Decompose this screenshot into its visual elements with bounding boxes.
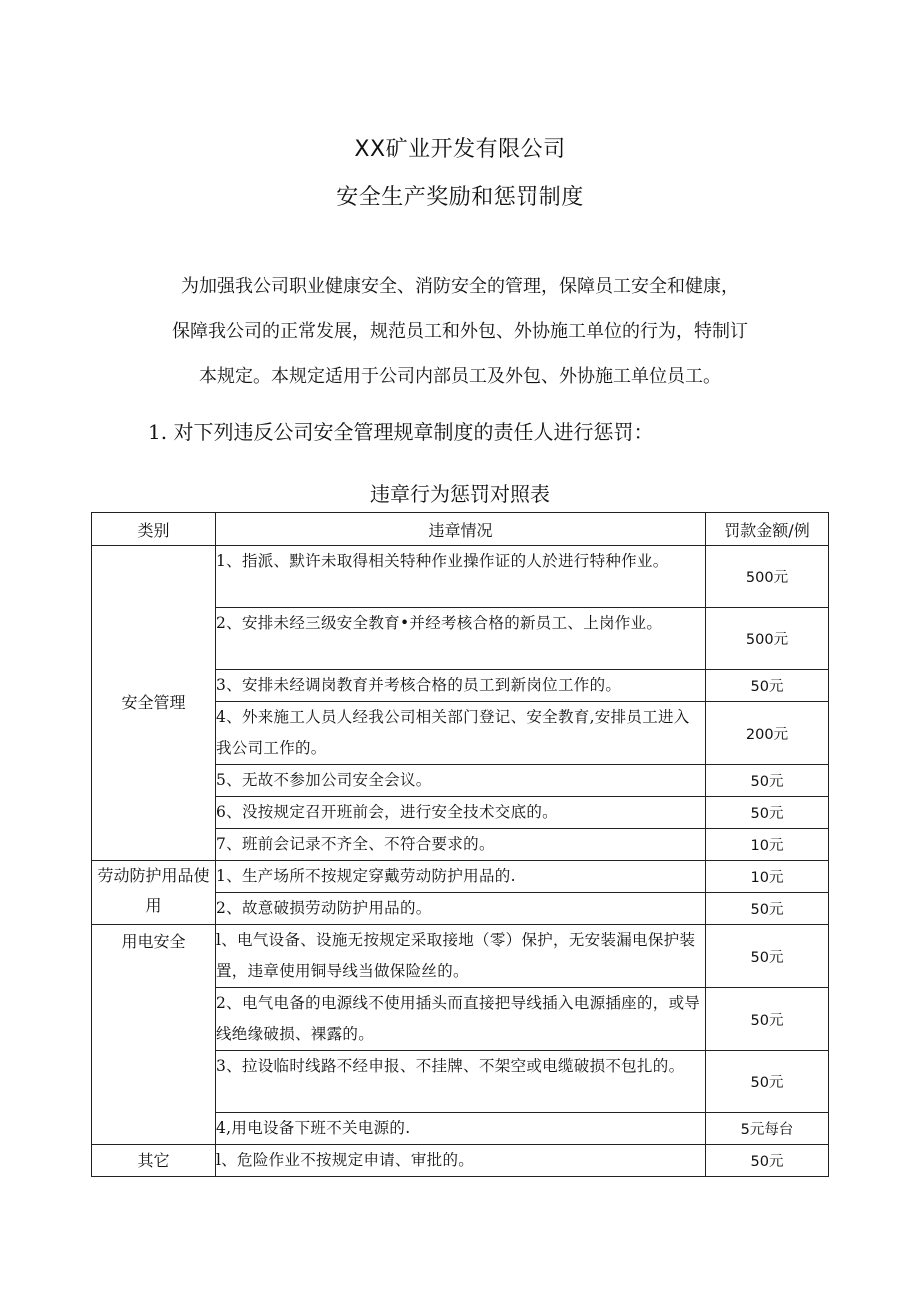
- violation-cell: l、危险作业不按规定申请、审批的。: [216, 1145, 706, 1177]
- company-name: XX矿业开发有限公司: [354, 137, 566, 162]
- header-category: 类别: [92, 513, 216, 546]
- fine-cell: 50元: [706, 925, 829, 988]
- fine-cell: 50元: [706, 988, 829, 1051]
- table-caption: 违章行为惩罚对照表: [370, 482, 550, 506]
- intro-line: 保障我公司的正常发展，规范员工和外包、外协施工单位的行为，特制订: [172, 321, 748, 342]
- section-heading: [148, 416, 653, 445]
- category-cell: 用电安全: [92, 925, 216, 1145]
- violation-cell: 4,用电设备下班不关电源的.: [216, 1113, 706, 1145]
- violation-cell: 7、班前会记录不齐全、不符合要求的。: [216, 829, 706, 861]
- table-header-row: [92, 513, 829, 546]
- fine-cell: 10元: [706, 861, 829, 893]
- violation-cell: 2、安排未经三级安全教育•并经考核合格的新员工、上岗作业。: [216, 608, 706, 670]
- header-fine: 罚款金额/例: [706, 513, 829, 546]
- fine-cell: 50元: [706, 765, 829, 797]
- violation-cell: 3、安排未经调岗教育并考核合格的员工到新岗位工作的。: [216, 670, 706, 702]
- fine-cell: 50元: [706, 670, 829, 702]
- fine-cell: 200元: [706, 702, 829, 765]
- violation-cell: 3、拉设临时线路不经申报、不挂牌、不架空或电缆破损不包扎的。: [216, 1051, 706, 1113]
- intro-line: 本规定。本规定适用于公司内部员工及外包、外协施工单位员工。: [199, 366, 721, 387]
- violation-cell: 1、生产场所不按规定穿戴劳动防护用品的.: [216, 861, 706, 893]
- fine-cell: 50元: [706, 1145, 829, 1177]
- penalty-table: [91, 512, 829, 1177]
- fine-cell: 50元: [706, 797, 829, 829]
- violation-cell: 6、没按规定召开班前会，进行安全技术交底的。: [216, 797, 706, 829]
- violation-cell: 2、故意破损劳动防护用品的。: [216, 893, 706, 925]
- fine-cell: 50元: [706, 893, 829, 925]
- violation-cell: 4、外来施工人员人经我公司相关部门登记、安全教育,安排员工进入我公司工作的。: [216, 702, 706, 765]
- fine-cell: 50元: [706, 1051, 829, 1113]
- violation-cell: 5、无故不参加公司安全会议。: [216, 765, 706, 797]
- violation-cell: l、电气设备、设施无按规定采取接地（零）保护，无安装漏电保护装置，违章使用铜导线当做保险丝的。: [216, 925, 706, 988]
- violation-cell: 1、指派、默许未取得相关特种作业操作证的人於进行特种作业。: [216, 546, 706, 608]
- fine-cell: 500元: [706, 608, 829, 670]
- section-number: 1.: [148, 420, 168, 444]
- violation-cell: 2、电气电备的电源线不使用插头而直接把导线插入电源插座的，或导线绝缘破损、裸露的。: [216, 988, 706, 1051]
- table-row: [92, 925, 829, 988]
- document-title: 安全生产奖励和惩罚制度: [336, 185, 584, 210]
- category-cell: 劳动防护用品使用: [92, 861, 216, 925]
- section-text: 对下列违反公司安全管理规章制度的责任人进行惩罚：: [173, 420, 654, 444]
- intro-line: 为加强我公司职业健康安全、消防安全的管理，保障员工安全和健康，: [181, 276, 739, 297]
- fine-cell: 5元每台: [706, 1113, 829, 1145]
- fine-cell: 10元: [706, 829, 829, 861]
- table-row: [92, 861, 829, 893]
- table-row: [92, 1145, 829, 1177]
- table-row: [92, 546, 829, 608]
- fine-cell: 500元: [706, 546, 829, 608]
- header-violation: 违章情况: [216, 513, 706, 546]
- intro-paragraph: [120, 264, 800, 399]
- category-cell: 其它: [92, 1145, 216, 1177]
- category-cell: 安全管理: [92, 546, 216, 861]
